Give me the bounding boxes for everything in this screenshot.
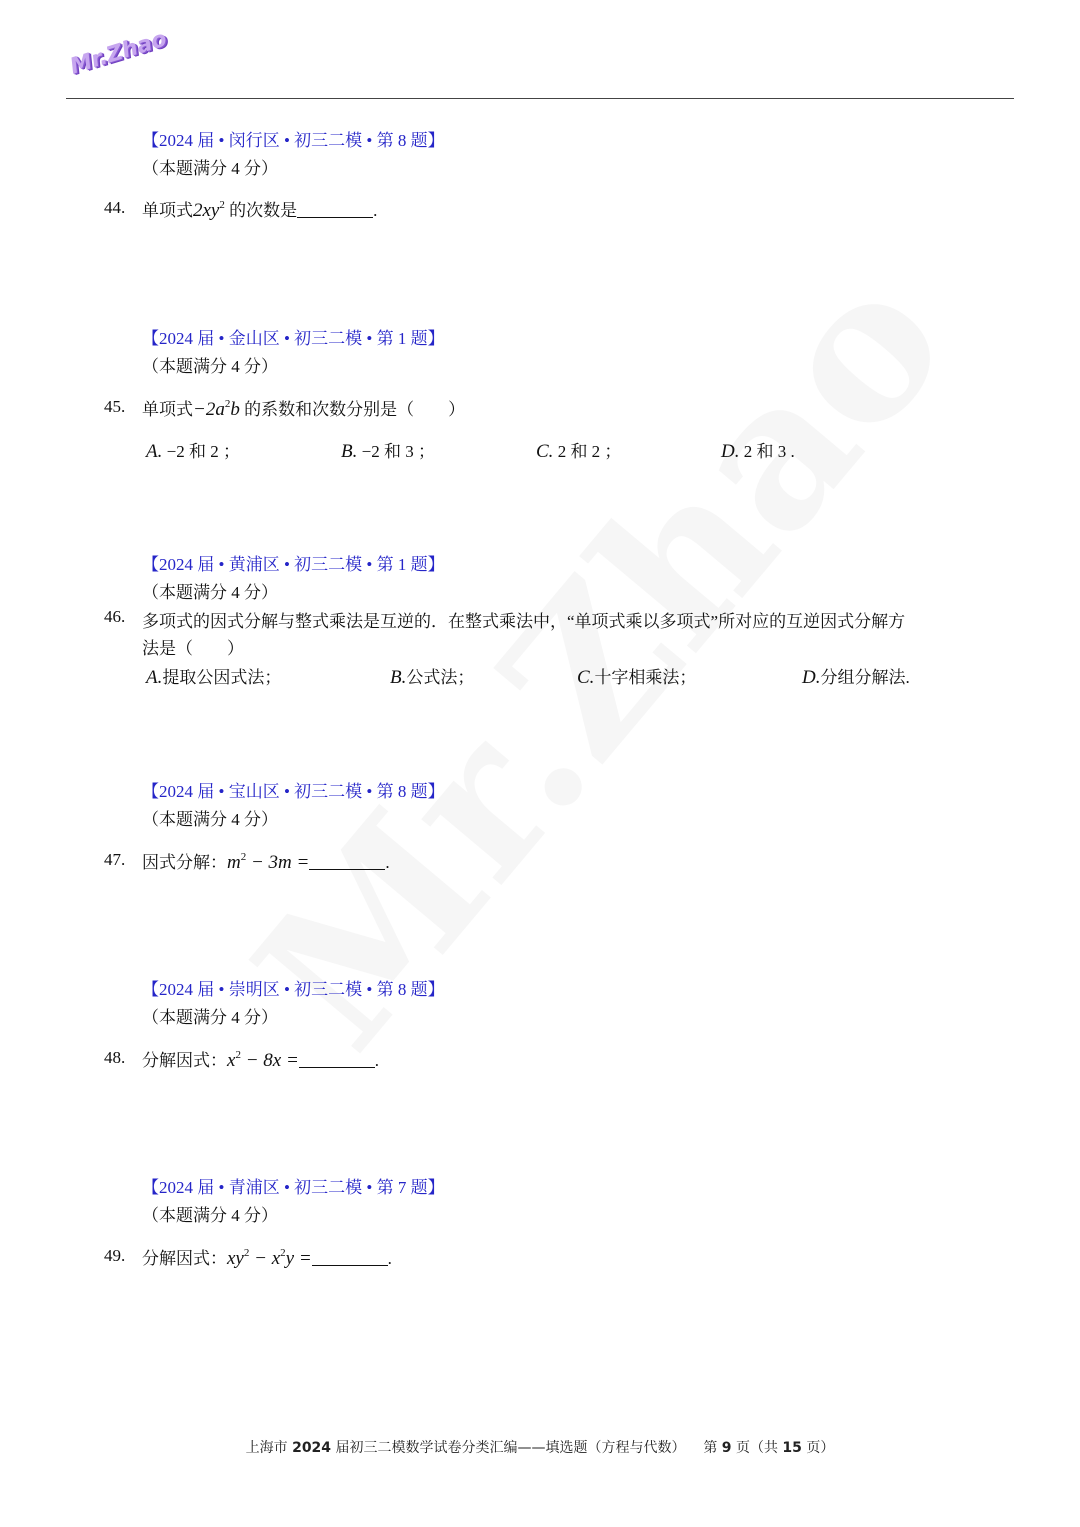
question-source: 【2024 届 • 黄浦区 • 初三二模 • 第 1 题】 [142,555,445,574]
option-c: C. 2 和 2 ； [536,441,622,462]
page-footer: 上海市 2024 届初三二模数学试卷分类汇编——填选题（方程与代数） 第 9 页（共 15 页） [245,1440,835,1456]
option-c: C.十字相乘法； [577,667,697,688]
question-source: 【2024 届 • 青浦区 • 初三二模 • 第 7 题】 [142,1178,445,1197]
question-number: 44. [104,198,126,217]
question-text-after: 的次数是 [229,201,298,220]
question-source: 【2024 届 • 崇明区 • 初三二模 • 第 8 题】 [142,980,445,999]
option-a: A.提取公因式法； [146,667,282,688]
answer-blank [297,201,373,218]
question-text: 分解因式：$x^2 - 8x$ = . [142,1049,380,1071]
question-number: 48. [104,1048,126,1067]
answer-blank [309,853,385,870]
question-score: （本题满分 4 分） [142,583,278,602]
question-source: 【2024 届 • 宝山区 • 初三二模 • 第 8 题】 [142,782,445,801]
question-source: 【2024 届 • 金山区 • 初三二模 • 第 1 题】 [142,329,445,348]
question-text-line2: 法是（ ） [142,639,244,658]
option-a: A. −2 和 2 ； [146,441,240,462]
option-d: D.分组分解法. [802,667,910,688]
answer-blank [299,1051,375,1068]
answer-blank [312,1249,388,1266]
question-text-before: 单项式 [142,201,193,220]
question-number: 49. [104,1246,126,1265]
option-b: B.公式法； [390,667,475,688]
question-score: （本题满分 4 分） [142,357,278,376]
question-text-line1: 多项式的因式分解与整式乘法是互逆的．在整式乘法中，“单项式乘以多项式”所对应的互逆因式分解方 [142,612,906,631]
math-expression: $-2a^2b$ [193,398,240,420]
math-expression: $2xy^2$ [193,199,225,221]
question-score: （本题满分 4 分） [142,810,278,829]
option-b: B. −2 和 3 ； [341,441,435,462]
question-score: （本题满分 4 分） [142,1206,278,1225]
question-text: 单项式$2xy^2$ 的次数是 . [142,199,378,221]
question-source: 【2024 届 • 闵行区 • 初三二模 • 第 8 题】 [142,131,445,150]
math-expression: $x^2 - 8x$ = [227,1049,299,1071]
question-score: （本题满分 4 分） [142,159,278,178]
question-number: 45. [104,397,126,416]
question-text: 单项式$-2a^2b$ 的系数和次数分别是（ ） [142,398,466,420]
question-number: 46. [104,607,126,626]
logo: Mr.Zhao [67,26,170,80]
question-score: （本题满分 4 分） [142,1008,278,1027]
option-d: D. 2 和 3 . [721,441,795,462]
math-expression: $m^2 - 3m$ = [227,851,310,873]
question-text: 因式分解：$m^2 - 3m$ = . [142,851,390,873]
question-text: 分解因式：$xy^2 - x^2y$ = . [142,1247,392,1269]
math-expression: $xy^2 - x^2y$ = [227,1247,312,1269]
question-number: 47. [104,850,126,869]
header-divider [66,98,1014,99]
